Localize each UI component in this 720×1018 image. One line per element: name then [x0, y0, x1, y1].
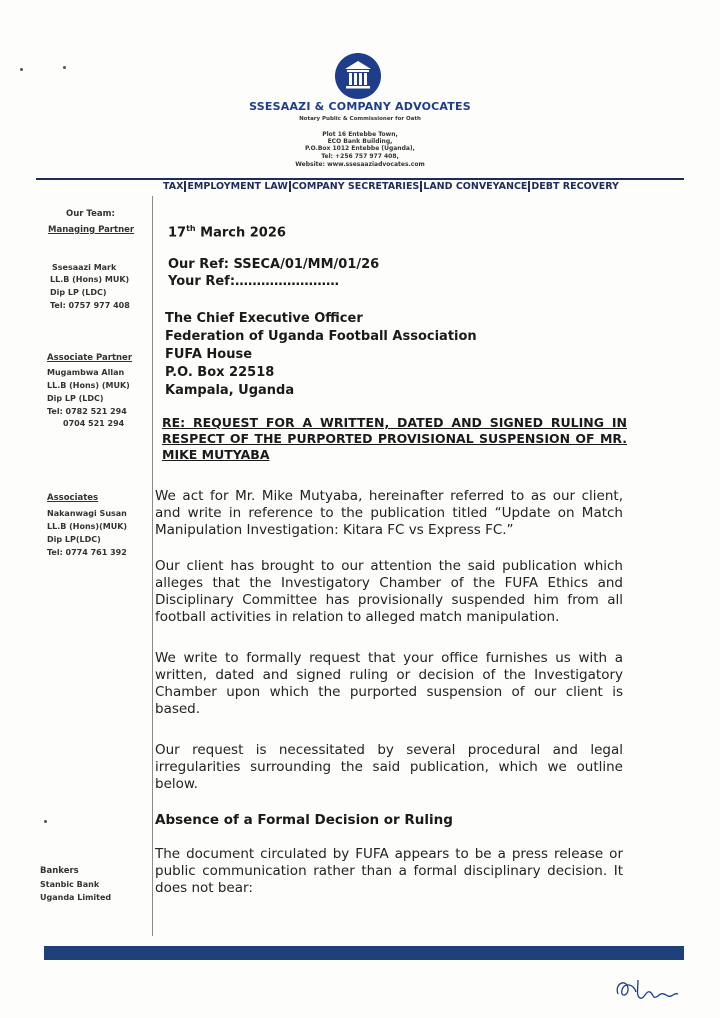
service-item: EMPLOYMENT LAW	[186, 181, 290, 192]
address-line: Tel: +256 757 977 408,	[321, 153, 399, 160]
associate-partner-heading: Associate Partner	[47, 353, 133, 363]
paragraph: The document circulated by FUFA appears to be a press release or public communication rather than a formal disciplinary decision. It does not bear:	[155, 846, 623, 896]
services-bar	[162, 181, 620, 192]
associate-partner-name: Mugambwa Allan	[47, 368, 125, 377]
service-item: LAND CONVEYANCE	[422, 181, 530, 192]
paragraph: Our request is necessitated by several procedural and legal irregularities surrounding the said publication, which we outline below.	[155, 742, 623, 792]
addressee-line: The Chief Executive Officer	[165, 311, 363, 326]
scan-speck	[44, 820, 47, 823]
managing-partner-tel: Tel: 0757 977 408	[50, 301, 130, 310]
addressee-line: Kampala, Uganda	[165, 383, 295, 398]
associate-partner-diploma: Dip LP (LDC)	[47, 394, 104, 403]
date-suffix: th	[186, 224, 196, 233]
managing-partner-degree: LL.B (Hons) MUK)	[50, 275, 130, 284]
associate-name: Nakanwagi Susan	[47, 509, 127, 518]
address-line: ECO Bank Building,	[327, 138, 393, 145]
addressee-line: FUFA House	[165, 347, 253, 362]
sidebar-divider	[152, 196, 153, 936]
associate-partner-degree: LL.B (Hons) (MUK)	[47, 381, 130, 390]
section-heading: Absence of a Formal Decision or Ruling	[155, 812, 453, 828]
address-line: P.O.Box 1012 Entebbe (Uganda),	[305, 145, 415, 152]
header-rule	[36, 178, 684, 180]
managing-partner-heading: Managing Partner	[48, 225, 135, 235]
managing-partner-name: Ssesaazi Mark	[52, 263, 117, 272]
paragraph: We act for Mr. Mike Mutyaba, hereinafter referred to as our client, and write in reference to the publication titled “Update on Match Manipulation Investigation: Kitara FC vs Express FC.”	[155, 488, 623, 538]
scan-speck	[20, 68, 23, 71]
associate-partner-tel: Tel: 0782 521 294	[47, 407, 127, 416]
associate-degree: LL.B (Hons)(MUK)	[47, 522, 128, 531]
firm-tagline: Notary Public & Commissioner for Oath	[299, 116, 421, 122]
addressee-line: P.O. Box 22518	[165, 365, 275, 380]
bank-name: Stanbic Bank	[40, 880, 100, 889]
service-item: COMPANY SECRETARIES	[291, 181, 422, 192]
date-month-year: March 2026	[195, 225, 286, 241]
paragraph: Our client has brought to our attention the said publication which alleges that the Investigatory Chamber of the FUFA Ethics and Disciplinary Committee has provisionally suspended him from all football activities in relation to alleged match manipulation.	[155, 558, 623, 625]
associates-heading: Associates	[47, 493, 99, 503]
bank-name-2: Uganda Limited	[40, 893, 112, 902]
firm-logo	[333, 51, 383, 101]
firm-name: SSESAAZI & COMPANY ADVOCATES	[249, 100, 471, 113]
addressee-line: Federation of Uganda Football Association	[165, 329, 477, 344]
subject-line: RE: REQUEST FOR A WRITTEN, DATED AND SIGNED RULING IN RESPECT OF THE PURPORTED PROVISIONAL SUSPENSION OF MR. MIKE MUTYABA	[162, 415, 627, 462]
team-heading: Our Team:	[66, 209, 115, 219]
our-reference: Our Ref: SSECA/01/MM/01/26	[168, 257, 380, 272]
date-day: 17	[168, 225, 187, 241]
scan-speck	[63, 66, 66, 69]
your-reference: Your Ref:……………………	[168, 274, 340, 289]
addressee-block	[165, 310, 477, 400]
associate-tel: Tel: 0774 761 392	[47, 548, 127, 557]
associate-partner-tel-2: 0704 521 294	[63, 419, 125, 428]
website-line: Website: www.ssesaaziadvocates.com	[295, 161, 425, 168]
associate-diploma: Dip LP(LDC)	[47, 535, 101, 544]
signature-initials	[612, 972, 682, 1006]
bankers-heading: Bankers	[40, 866, 79, 876]
letter-date	[168, 220, 286, 241]
service-item: DEBT RECOVERY	[531, 181, 619, 192]
service-item: TAX	[162, 181, 186, 192]
address-line: Plot 16 Entebbe Town,	[322, 131, 398, 138]
footer-bar	[44, 946, 684, 960]
managing-partner-diploma: Dip LP (LDC)	[50, 288, 107, 297]
paragraph: We write to formally request that your office furnishes us with a written, dated and signed ruling or decision of the Investigatory Chamber upon which the purported suspension of our client is based.	[155, 650, 623, 717]
